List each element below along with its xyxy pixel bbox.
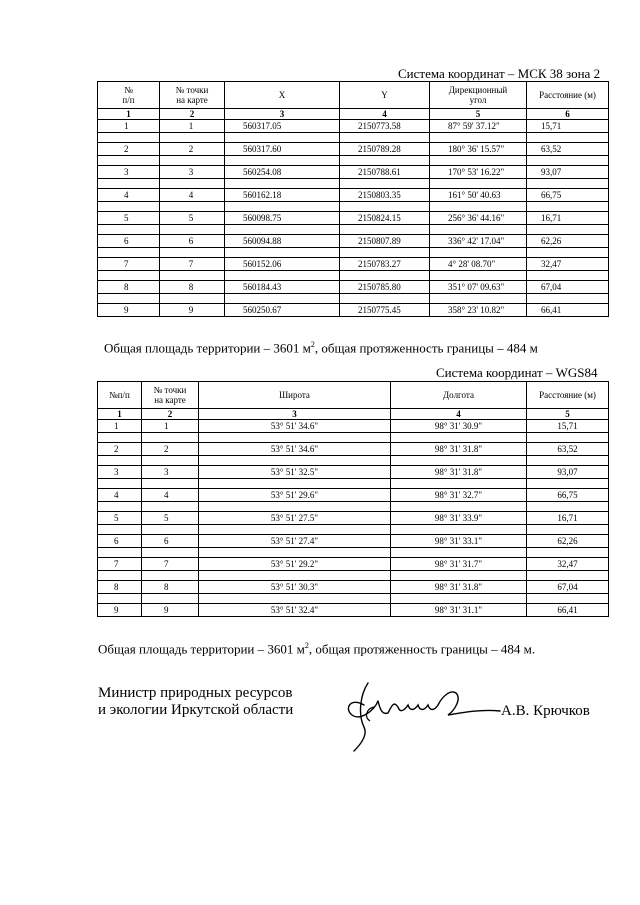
spacer-cell — [527, 156, 609, 166]
table-cell: 4 — [142, 489, 199, 502]
spacer-cell — [391, 525, 527, 535]
column-header — [527, 82, 609, 109]
column-number: 1 — [98, 409, 142, 420]
spacer-row — [98, 202, 609, 212]
spacer-cell — [225, 248, 340, 258]
spacer-cell — [430, 179, 527, 189]
column-number: 4 — [391, 409, 527, 420]
table-cell: 98° 31' 32.7" — [391, 489, 527, 502]
spacer-cell — [142, 548, 199, 558]
spacer-cell — [527, 548, 609, 558]
spacer-cell — [340, 271, 430, 281]
table-cell: 4° 28' 08.70" — [430, 258, 527, 271]
spacer-cell — [340, 225, 430, 235]
column-number-row — [98, 409, 609, 420]
spacer-cell — [430, 133, 527, 143]
spacer-cell — [527, 571, 609, 581]
spacer-cell — [199, 525, 391, 535]
spacer-cell — [430, 294, 527, 304]
table-cell: 4 — [98, 489, 142, 502]
spacer-cell — [391, 548, 527, 558]
table-row — [98, 604, 609, 617]
column-header — [527, 382, 609, 409]
column-header-line: п/п — [122, 95, 135, 105]
handwritten-signature — [330, 675, 510, 755]
spacer-cell — [98, 594, 142, 604]
table-cell: 2150773.58 — [340, 120, 430, 133]
spacer-cell — [430, 271, 527, 281]
spacer-cell — [527, 271, 609, 281]
table-cell: 2 — [98, 443, 142, 456]
table-cell: 63,52 — [527, 143, 609, 156]
spacer-cell — [160, 294, 225, 304]
table-cell: 3 — [160, 166, 225, 179]
table-row — [98, 212, 609, 225]
table-cell: 2150788.61 — [340, 166, 430, 179]
table-cell: 62,26 — [527, 235, 609, 248]
spacer-cell — [142, 594, 199, 604]
table-cell: 2 — [142, 443, 199, 456]
spacer-cell — [98, 502, 142, 512]
table-cell: 93,07 — [527, 466, 609, 479]
table-row — [98, 235, 609, 248]
column-header — [160, 82, 225, 109]
table-cell: 2150783.27 — [340, 258, 430, 271]
table-cell: 98° 31' 33.9" — [391, 512, 527, 525]
spacer-cell — [160, 156, 225, 166]
spacer-cell — [527, 433, 609, 443]
table-cell: 53° 51' 27.4" — [199, 535, 391, 548]
spacer-cell — [142, 433, 199, 443]
table-row — [98, 281, 609, 294]
spacer-cell — [160, 133, 225, 143]
table-row — [98, 143, 609, 156]
spacer-cell — [160, 202, 225, 212]
table-cell: 560184.43 — [225, 281, 340, 294]
spacer-cell — [527, 594, 609, 604]
table-cell: 560250.67 — [225, 304, 340, 317]
table-cell: 560094.88 — [225, 235, 340, 248]
column-header-line: № точки — [153, 385, 187, 395]
spacer-cell — [527, 294, 609, 304]
table-cell: 2 — [98, 143, 160, 156]
table-cell: 98° 31' 31.7" — [391, 558, 527, 571]
coordinates-table-msk — [97, 81, 609, 317]
spacer-cell — [340, 202, 430, 212]
table-cell: 6 — [142, 535, 199, 548]
table-cell: 2150803.35 — [340, 189, 430, 202]
spacer-cell — [98, 571, 142, 581]
spacer-row — [98, 571, 609, 581]
spacer-row — [98, 479, 609, 489]
area-summary-2: Общая площадь территории – 3601 $м^2$, общая протяженность границы – 484 м. — [98, 641, 536, 657]
column-header-line: угол — [469, 95, 487, 105]
column-header — [142, 382, 199, 409]
table-row — [98, 420, 609, 433]
column-header-line: Дирекционный — [448, 85, 508, 95]
table-cell: 161° 50' 40.63 — [430, 189, 527, 202]
table-cell: 170° 53' 16.22" — [430, 166, 527, 179]
spacer-cell — [527, 502, 609, 512]
column-number: 3 — [199, 409, 391, 420]
table-cell: 5 — [98, 212, 160, 225]
column-number: 5 — [527, 409, 609, 420]
spacer-cell — [430, 248, 527, 258]
table-row — [98, 466, 609, 479]
table-cell: 53° 51' 29.6" — [199, 489, 391, 502]
column-header — [340, 82, 430, 109]
spacer-cell — [142, 571, 199, 581]
column-header — [98, 82, 160, 109]
table-cell: 66,75 — [527, 189, 609, 202]
table-cell: 560098.75 — [225, 212, 340, 225]
table-cell: 16,71 — [527, 512, 609, 525]
column-header-line: Расстояние (м) — [539, 390, 596, 400]
spacer-cell — [98, 271, 160, 281]
area-summary-1: Общая площадь территории – 3601 $м^2$, общая протяженность границы – 484 м — [104, 340, 538, 356]
spacer-cell — [225, 179, 340, 189]
spacer-cell — [98, 133, 160, 143]
table-cell: 62,26 — [527, 535, 609, 548]
column-number: 6 — [527, 109, 609, 120]
table-cell: 3 — [142, 466, 199, 479]
spacer-cell — [98, 248, 160, 258]
table-cell: 1 — [160, 120, 225, 133]
spacer-cell — [199, 479, 391, 489]
column-header — [98, 382, 142, 409]
column-number: 1 — [98, 109, 160, 120]
spacer-cell — [98, 525, 142, 535]
column-header-line: Широта — [279, 390, 310, 400]
spacer-cell — [527, 225, 609, 235]
spacer-cell — [98, 202, 160, 212]
table-cell: 358° 23' 10.82" — [430, 304, 527, 317]
spacer-cell — [199, 456, 391, 466]
spacer-cell — [430, 202, 527, 212]
table-cell: 53° 51' 27.5" — [199, 512, 391, 525]
column-number: 2 — [142, 409, 199, 420]
table-cell: 4 — [160, 189, 225, 202]
spacer-row — [98, 433, 609, 443]
column-header-line: Расстояние (м) — [539, 90, 596, 100]
table-cell: 66,41 — [527, 604, 609, 617]
table-cell: 32,47 — [527, 258, 609, 271]
table-row — [98, 512, 609, 525]
spacer-cell — [98, 225, 160, 235]
column-header-line: на карте — [154, 395, 186, 405]
spacer-cell — [160, 225, 225, 235]
table-cell: 53° 51' 32.5" — [199, 466, 391, 479]
spacer-row — [98, 179, 609, 189]
signatory-title — [98, 685, 293, 719]
table-cell: 98° 31' 33.1" — [391, 535, 527, 548]
header-row — [98, 82, 609, 109]
spacer-cell — [340, 133, 430, 143]
table-row — [98, 581, 609, 594]
coordinate-system-caption-1: Система координат – МСК 38 зона 2 — [398, 66, 601, 81]
column-header — [391, 382, 527, 409]
spacer-cell — [391, 594, 527, 604]
spacer-cell — [430, 225, 527, 235]
spacer-row — [98, 525, 609, 535]
table-cell: 6 — [98, 535, 142, 548]
column-header-line: №п/п — [109, 390, 130, 400]
table-cell: 87° 59' 37.12" — [430, 120, 527, 133]
column-header-line: № — [124, 85, 133, 95]
table-cell: 8 — [98, 581, 142, 594]
table-cell: 98° 31' 31.8" — [391, 443, 527, 456]
spacer-cell — [98, 456, 142, 466]
column-number: 2 — [160, 109, 225, 120]
column-header-line: X — [278, 90, 286, 100]
table-cell: 8 — [142, 581, 199, 594]
spacer-row — [98, 502, 609, 512]
spacer-cell — [98, 294, 160, 304]
table-cell: 8 — [160, 281, 225, 294]
spacer-row — [98, 248, 609, 258]
table-cell: 1 — [142, 420, 199, 433]
spacer-cell — [225, 271, 340, 281]
spacer-cell — [98, 548, 142, 558]
table-cell: 2150824.15 — [340, 212, 430, 225]
spacer-cell — [225, 133, 340, 143]
table-cell: 7 — [160, 258, 225, 271]
table-cell: 560152.06 — [225, 258, 340, 271]
spacer-row — [98, 133, 609, 143]
table-row — [98, 166, 609, 179]
column-header-line: Долгота — [443, 390, 474, 400]
spacer-cell — [391, 456, 527, 466]
table-row — [98, 258, 609, 271]
spacer-cell — [142, 502, 199, 512]
table-cell: 15,71 — [527, 120, 609, 133]
signatory-name: А.В. Крючков — [501, 703, 590, 719]
table-cell: 67,04 — [527, 281, 609, 294]
table-cell: 256° 36' 44.16" — [430, 212, 527, 225]
spacer-cell — [142, 456, 199, 466]
table-row — [98, 489, 609, 502]
spacer-cell — [225, 294, 340, 304]
table-cell: 7 — [98, 558, 142, 571]
spacer-row — [98, 548, 609, 558]
column-number: 3 — [225, 109, 340, 120]
spacer-cell — [98, 156, 160, 166]
table-cell: 98° 31' 30.9" — [391, 420, 527, 433]
table-cell: 9 — [160, 304, 225, 317]
table-cell: 98° 31' 31.1" — [391, 604, 527, 617]
coordinate-system-caption-2: Система координат – WGS84 — [436, 365, 598, 380]
table-cell: 2150789.28 — [340, 143, 430, 156]
spacer-cell — [391, 433, 527, 443]
table-row — [98, 443, 609, 456]
spacer-cell — [391, 479, 527, 489]
table-cell: 66,75 — [527, 489, 609, 502]
table-cell: 9 — [98, 604, 142, 617]
table-cell: 351° 07' 09.63" — [430, 281, 527, 294]
spacer-cell — [199, 433, 391, 443]
spacer-cell — [430, 156, 527, 166]
spacer-cell — [199, 571, 391, 581]
spacer-cell — [199, 502, 391, 512]
spacer-cell — [527, 179, 609, 189]
spacer-cell — [225, 202, 340, 212]
column-header-line: № точки — [175, 85, 209, 95]
spacer-cell — [160, 271, 225, 281]
column-header — [225, 82, 340, 109]
spacer-cell — [527, 456, 609, 466]
table-cell: 560162.18 — [225, 189, 340, 202]
header-row — [98, 382, 609, 409]
spacer-row — [98, 294, 609, 304]
column-number-row — [98, 109, 609, 120]
table-row — [98, 535, 609, 548]
spacer-row — [98, 225, 609, 235]
table-cell: 9 — [142, 604, 199, 617]
table-row — [98, 120, 609, 133]
table-cell: 1 — [98, 420, 142, 433]
table-cell: 560317.60 — [225, 143, 340, 156]
spacer-row — [98, 594, 609, 604]
spacer-cell — [225, 225, 340, 235]
spacer-cell — [98, 179, 160, 189]
coordinates-table-wgs84 — [97, 381, 609, 617]
table-cell: 53° 51' 29.2" — [199, 558, 391, 571]
table-cell: 7 — [98, 258, 160, 271]
table-cell: 4 — [98, 189, 160, 202]
table-cell: 67,04 — [527, 581, 609, 594]
column-header-line: Y — [381, 90, 388, 100]
table-cell: 3 — [98, 166, 160, 179]
spacer-cell — [98, 433, 142, 443]
table-row — [98, 558, 609, 571]
spacer-cell — [98, 479, 142, 489]
spacer-cell — [160, 248, 225, 258]
table-cell: 98° 31' 31.8" — [391, 581, 527, 594]
table-cell: 180° 36' 15.57" — [430, 143, 527, 156]
table-row — [98, 189, 609, 202]
table-cell: 5 — [142, 512, 199, 525]
spacer-cell — [340, 179, 430, 189]
table-cell: 1 — [98, 120, 160, 133]
spacer-cell — [340, 156, 430, 166]
table-cell: 15,71 — [527, 420, 609, 433]
table-cell: 560254.08 — [225, 166, 340, 179]
table-cell: 2150775.45 — [340, 304, 430, 317]
table-cell: 3 — [98, 466, 142, 479]
table-cell: 336° 42' 17.04" — [430, 235, 527, 248]
table-cell: 53° 51' 34.6" — [199, 443, 391, 456]
table-cell: 5 — [98, 512, 142, 525]
column-header — [199, 382, 391, 409]
table-cell: 9 — [98, 304, 160, 317]
table-cell: 53° 51' 32.4" — [199, 604, 391, 617]
column-number: 4 — [340, 109, 430, 120]
table-cell: 93,07 — [527, 166, 609, 179]
table-cell: 63,52 — [527, 443, 609, 456]
table-cell: 560317.05 — [225, 120, 340, 133]
spacer-cell — [340, 294, 430, 304]
spacer-cell — [199, 594, 391, 604]
table-cell: 7 — [142, 558, 199, 571]
spacer-cell — [391, 502, 527, 512]
table-row — [98, 304, 609, 317]
column-number: 5 — [430, 109, 527, 120]
signatory-title-line-1: Министр природных ресурсов — [98, 685, 293, 701]
spacer-cell — [142, 525, 199, 535]
table-cell: 16,71 — [527, 212, 609, 225]
spacer-cell — [391, 571, 527, 581]
spacer-cell — [340, 248, 430, 258]
signatory-title-line-2: и экологии Иркутской области — [98, 702, 294, 718]
spacer-cell — [527, 525, 609, 535]
table-cell: 53° 51' 34.6" — [199, 420, 391, 433]
table-cell: 5 — [160, 212, 225, 225]
spacer-cell — [160, 179, 225, 189]
table-cell: 32,47 — [527, 558, 609, 571]
spacer-cell — [199, 548, 391, 558]
spacer-cell — [142, 479, 199, 489]
table-cell: 53° 51' 30.3" — [199, 581, 391, 594]
column-header-line: на карте — [176, 95, 208, 105]
table-cell: 66,41 — [527, 304, 609, 317]
table-cell: 6 — [160, 235, 225, 248]
column-header — [430, 82, 527, 109]
spacer-row — [98, 271, 609, 281]
table-cell: 8 — [98, 281, 160, 294]
spacer-row — [98, 456, 609, 466]
table-cell: 2150807.89 — [340, 235, 430, 248]
spacer-cell — [527, 202, 609, 212]
spacer-cell — [527, 133, 609, 143]
spacer-cell — [527, 479, 609, 489]
table-cell: 2150785.80 — [340, 281, 430, 294]
table-cell: 2 — [160, 143, 225, 156]
table-cell: 98° 31' 31.8" — [391, 466, 527, 479]
spacer-cell — [527, 248, 609, 258]
spacer-cell — [225, 156, 340, 166]
table-cell: 6 — [98, 235, 160, 248]
spacer-row — [98, 156, 609, 166]
